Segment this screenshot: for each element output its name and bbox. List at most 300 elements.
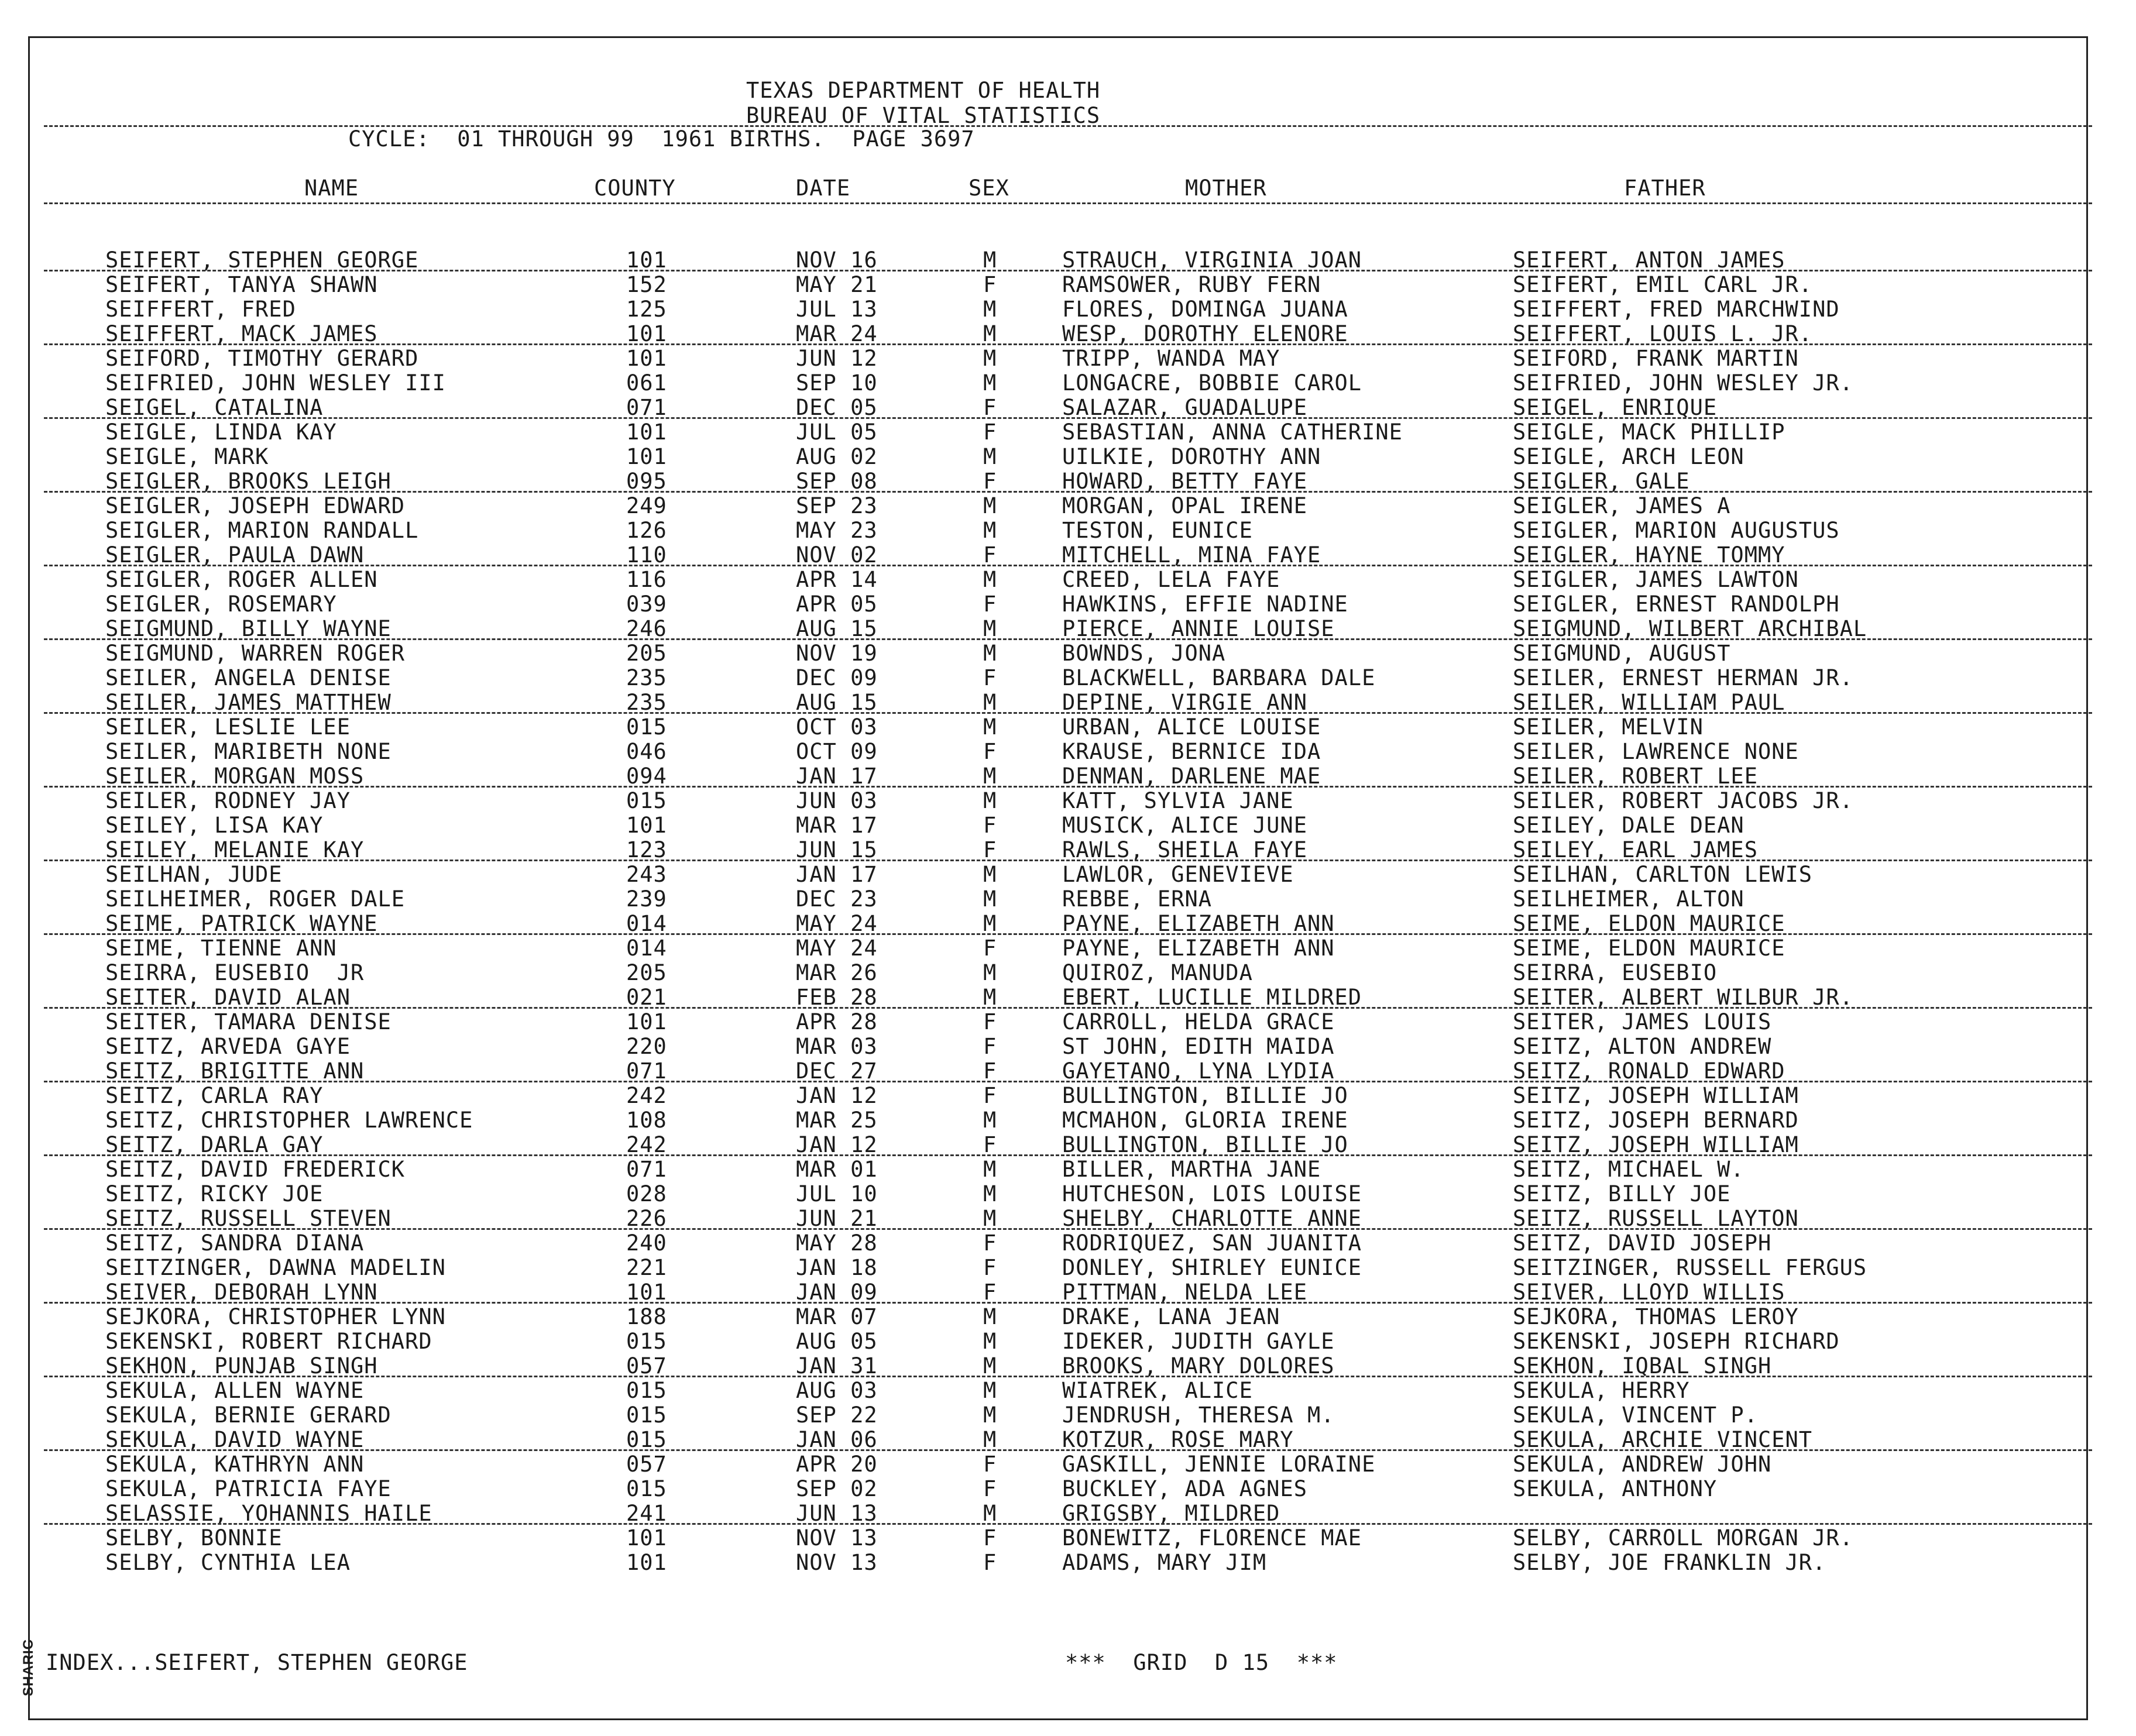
record-sex: M (983, 1378, 997, 1403)
record-date: MAY 21 (796, 272, 878, 297)
record-county: 249 (626, 493, 667, 518)
record-sex: M (983, 690, 997, 715)
record-name: SEJKORA, CHRISTOPHER LYNN (105, 1304, 446, 1329)
record-mother: REBBE, ERNA (1062, 886, 1213, 912)
record-sex: M (983, 886, 997, 912)
record-date: JAN 17 (796, 764, 878, 789)
record-father: SEIFRIED, JOHN WESLEY JR. (1513, 370, 1853, 396)
record-row (0, 494, 2136, 518)
record-sex: M (983, 1206, 997, 1231)
record-father: SEIFFERT, FRED MARCHWIND (1513, 297, 1840, 322)
record-father: SEITER, ALBERT WILBUR JR. (1513, 985, 1853, 1010)
record-mother: DONLEY, SHIRLEY EUNICE (1062, 1255, 1362, 1280)
record-county: 015 (626, 1476, 667, 1501)
record-father: SEILEY, EARL JAMES (1513, 837, 1758, 862)
row-rule (44, 1523, 2092, 1525)
record-sex: M (983, 714, 997, 740)
record-name: SEIGEL, CATALINA (105, 395, 324, 420)
record-date: FEB 28 (796, 985, 878, 1010)
record-mother: SALAZAR, GUADALUPE (1062, 395, 1307, 420)
row-rule (44, 1302, 2092, 1304)
record-mother: CREED, LELA FAYE (1062, 567, 1280, 592)
record-name: SEILHAN, JUDE (105, 862, 283, 887)
record-mother: BULLINGTON, BILLIE JO (1062, 1083, 1348, 1108)
record-name: SEITZ, SANDRA DIANA (105, 1230, 365, 1256)
record-row (0, 1527, 2136, 1550)
record-county: 101 (626, 1525, 667, 1551)
record-name: SEILER, LESLIE LEE (105, 714, 351, 740)
record-date: JAN 09 (796, 1280, 878, 1305)
record-name: SEITZ, ARVEDA GAYE (105, 1034, 351, 1059)
record-father: SEIGLE, ARCH LEON (1513, 444, 1744, 469)
record-mother: STRAUCH, VIRGINIA JOAN (1062, 247, 1362, 273)
record-father: SEIGLER, JAMES A (1513, 493, 1731, 518)
record-date: MAR 24 (796, 321, 878, 346)
record-county: 205 (626, 641, 667, 666)
record-mother: PIERCE, ANNIE LOUISE (1062, 616, 1335, 641)
record-father: SEITZ, RONALD EDWARD (1513, 1058, 1785, 1084)
record-row (0, 1010, 2136, 1034)
record-father: SEJKORA, THOMAS LEROY (1513, 1304, 1799, 1329)
record-date: APR 14 (796, 567, 878, 592)
record-sex: M (983, 1304, 997, 1329)
record-name: SELASSIE, YOHANNIS HAILE (105, 1501, 432, 1526)
record-county: 221 (626, 1255, 667, 1280)
record-row (0, 617, 2136, 641)
record-father: SEKULA, ANTHONY (1513, 1476, 1718, 1501)
record-county: 101 (626, 346, 667, 371)
record-county: 101 (626, 444, 667, 469)
record-sex: M (983, 1501, 997, 1526)
record-sex: M (983, 641, 997, 666)
record-county: 028 (626, 1181, 667, 1206)
record-mother: FLORES, DOMINGA JUANA (1062, 297, 1348, 322)
record-date: AUG 15 (796, 690, 878, 715)
record-row (0, 1355, 2136, 1378)
record-county: 039 (626, 592, 667, 617)
record-county: 242 (626, 1132, 667, 1157)
record-row (0, 273, 2136, 297)
record-name: SEIGLE, LINDA KAY (105, 420, 337, 445)
record-father: SEITZ, BILLY JOE (1513, 1181, 1731, 1206)
record-sex: M (983, 764, 997, 789)
record-mother: HOWARD, BETTY FAYE (1062, 469, 1307, 494)
record-name: SEIGMUND, BILLY WAYNE (105, 616, 392, 641)
record-date: JUN 03 (796, 788, 878, 813)
record-row (0, 322, 2136, 346)
row-rule (44, 1228, 2092, 1230)
record-mother: MITCHELL, MINA FAYE (1062, 542, 1321, 568)
row-rule (44, 786, 2092, 788)
record-sex: F (983, 592, 997, 617)
record-row (0, 1084, 2136, 1108)
record-date: DEC 09 (796, 665, 878, 690)
record-mother: HAWKINS, EFFIE NADINE (1062, 592, 1348, 617)
record-county: 188 (626, 1304, 667, 1329)
record-county: 116 (626, 567, 667, 592)
record-father: SEKULA, ANDREW JOHN (1513, 1452, 1772, 1477)
record-county: 243 (626, 862, 667, 887)
record-sex: F (983, 395, 997, 420)
record-date: JUN 21 (796, 1206, 878, 1231)
row-rule (44, 1081, 2092, 1082)
record-sex: M (983, 1329, 997, 1354)
record-date: MAR 03 (796, 1034, 878, 1059)
record-row (0, 642, 2136, 665)
record-county: 239 (626, 886, 667, 912)
record-county: 226 (626, 1206, 667, 1231)
record-father: SEIFERT, ANTON JAMES (1513, 247, 1785, 273)
record-sex: F (983, 936, 997, 961)
record-name: SEIGLER, JOSEPH EDWARD (105, 493, 406, 518)
record-county: 015 (626, 1378, 667, 1403)
record-mother: KOTZUR, ROSE MARY (1062, 1427, 1294, 1452)
record-county: 152 (626, 272, 667, 297)
record-name: SEIGLER, PAULA DAWN (105, 542, 365, 568)
record-father: SEITZ, ALTON ANDREW (1513, 1034, 1772, 1059)
record-father: SEIGLER, GALE (1513, 469, 1690, 494)
record-name: SEITZ, DAVID FREDERICK (105, 1157, 406, 1182)
record-sex: M (983, 1353, 997, 1379)
record-mother: DRAKE, LANA JEAN (1062, 1304, 1280, 1329)
record-row (0, 937, 2136, 960)
record-county: 015 (626, 788, 667, 813)
record-row (0, 814, 2136, 837)
record-father: SEIVER, LLOYD WILLIS (1513, 1280, 1785, 1305)
record-row (0, 961, 2136, 985)
record-name: SEKENSKI, ROBERT RICHARD (105, 1329, 432, 1354)
record-mother: BONEWITZ, FLORENCE MAE (1062, 1525, 1362, 1551)
record-county: 057 (626, 1353, 667, 1379)
record-mother: ST JOHN, EDITH MAIDA (1062, 1034, 1335, 1059)
record-county: 246 (626, 616, 667, 641)
record-date: SEP 02 (796, 1476, 878, 1501)
record-county: 015 (626, 1402, 667, 1428)
record-county: 021 (626, 985, 667, 1010)
row-rule (44, 417, 2092, 419)
record-county: 101 (626, 420, 667, 445)
record-county: 126 (626, 518, 667, 543)
record-name: SEITZ, RICKY JOE (105, 1181, 324, 1206)
record-father: SEITZ, JOSEPH WILLIAM (1513, 1132, 1799, 1157)
row-rule (44, 1007, 2092, 1009)
record-name: SEIFFERT, MACK JAMES (105, 321, 378, 346)
record-date: APR 05 (796, 592, 878, 617)
record-name: SEILEY, MELANIE KAY (105, 837, 365, 862)
record-name: SEILER, RODNEY JAY (105, 788, 351, 813)
record-sex: M (983, 1108, 997, 1133)
record-date: AUG 05 (796, 1329, 878, 1354)
record-sex: F (983, 1550, 997, 1575)
record-mother: BOWNDS, JONA (1062, 641, 1226, 666)
record-county: 110 (626, 542, 667, 568)
record-mother: GAYETANO, LYNA LYDIA (1062, 1058, 1335, 1084)
record-row (0, 568, 2136, 592)
record-father: SEILER, MELVIN (1513, 714, 1704, 740)
record-name: SEIFERT, TANYA SHAWN (105, 272, 378, 297)
record-sex: F (983, 665, 997, 690)
record-sex: M (983, 567, 997, 592)
row-rule (44, 1154, 2092, 1156)
record-date: DEC 27 (796, 1058, 878, 1084)
record-mother: CARROLL, HELDA GRACE (1062, 1009, 1335, 1034)
record-sex: M (983, 788, 997, 813)
row-rule (44, 638, 2092, 640)
record-father: SEKHON, IQBAL SINGH (1513, 1353, 1772, 1379)
record-sex: M (983, 1157, 997, 1182)
record-name: SEITZ, DARLA GAY (105, 1132, 324, 1157)
record-name: SEIFFERT, FRED (105, 297, 296, 322)
record-county: 242 (626, 1083, 667, 1108)
record-mother: BILLER, MARTHA JANE (1062, 1157, 1321, 1182)
record-row (0, 445, 2136, 469)
record-sex: F (983, 272, 997, 297)
record-father: SEIME, ELDON MAURICE (1513, 936, 1785, 961)
record-father: SEITZ, MICHAEL W. (1513, 1157, 1744, 1182)
record-sex: M (983, 493, 997, 518)
record-father: SEIME, ELDON MAURICE (1513, 911, 1785, 936)
record-mother: EBERT, LUCILLE MILDRED (1062, 985, 1362, 1010)
column-header-date: DATE (796, 176, 851, 201)
record-date: APR 20 (796, 1452, 878, 1477)
record-county: 220 (626, 1034, 667, 1059)
record-sex: M (983, 1427, 997, 1452)
record-row (0, 1060, 2136, 1083)
record-county: 094 (626, 764, 667, 789)
record-date: DEC 23 (796, 886, 878, 912)
record-father: SEIGEL, ENRIQUE (1513, 395, 1718, 420)
record-mother: IDEKER, JUDITH GAYLE (1062, 1329, 1335, 1354)
record-father: SEIGMUND, AUGUST (1513, 641, 1731, 666)
record-father: SELBY, CARROLL MORGAN JR. (1513, 1525, 1853, 1551)
record-row (0, 765, 2136, 788)
record-name: SEKULA, BERNIE GERARD (105, 1402, 392, 1428)
record-date: SEP 10 (796, 370, 878, 396)
record-mother: PITTMAN, NELDA LEE (1062, 1280, 1307, 1305)
record-father: SEILER, LAWRENCE NONE (1513, 739, 1799, 764)
record-date: MAR 25 (796, 1108, 878, 1133)
record-county: 240 (626, 1230, 667, 1256)
record-mother: UILKIE, DOROTHY ANN (1062, 444, 1321, 469)
record-date: JAN 18 (796, 1255, 878, 1280)
record-name: SEILER, MARIBETH NONE (105, 739, 392, 764)
record-name: SEIGLER, ROGER ALLEN (105, 567, 378, 592)
record-name: SEIGMUND, WARREN ROGER (105, 641, 406, 666)
record-county: 014 (626, 911, 667, 936)
header-cycle: CYCLE: 01 THROUGH 99 1961 BIRTHS. PAGE 3697 (348, 126, 975, 152)
record-name: SEIFERT, STEPHEN GEORGE (105, 247, 419, 273)
record-row (0, 544, 2136, 567)
record-sex: F (983, 1476, 997, 1501)
record-sex: F (983, 813, 997, 838)
record-row (0, 888, 2136, 911)
record-row (0, 347, 2136, 370)
record-date: AUG 03 (796, 1378, 878, 1403)
record-father: SEIFORD, FRANK MARTIN (1513, 346, 1799, 371)
record-row (0, 789, 2136, 813)
record-name: SEITZ, BRIGITTE ANN (105, 1058, 365, 1084)
record-sex: M (983, 1181, 997, 1206)
record-sex: M (983, 297, 997, 322)
record-father: SEILER, WILLIAM PAUL (1513, 690, 1785, 715)
record-mother: BLACKWELL, BARBARA DALE (1062, 665, 1376, 690)
record-father: SEKULA, VINCENT P. (1513, 1402, 1758, 1428)
record-father: SEIGLER, MARION AUGUSTUS (1513, 518, 1840, 543)
record-row (0, 421, 2136, 444)
record-row (0, 666, 2136, 690)
record-date: AUG 15 (796, 616, 878, 641)
record-date: MAY 24 (796, 936, 878, 961)
record-mother: SHELBY, CHARLOTTE ANNE (1062, 1206, 1362, 1231)
record-date: JUN 15 (796, 837, 878, 862)
record-row (0, 912, 2136, 936)
record-row (0, 1404, 2136, 1427)
record-date: SEP 22 (796, 1402, 878, 1428)
record-mother: RAWLS, SHEILA FAYE (1062, 837, 1307, 862)
record-sex: M (983, 370, 997, 396)
record-county: 205 (626, 960, 667, 985)
record-date: JAN 17 (796, 862, 878, 887)
record-name: SEIFRIED, JOHN WESLEY III (105, 370, 446, 396)
record-father: SEITZ, RUSSELL LAYTON (1513, 1206, 1799, 1231)
record-sex: F (983, 739, 997, 764)
record-date: MAY 24 (796, 911, 878, 936)
record-county: 046 (626, 739, 667, 764)
record-row (0, 716, 2136, 739)
record-name: SEILEY, LISA KAY (105, 813, 324, 838)
record-father: SEILHAN, CARLTON LEWIS (1513, 862, 1813, 887)
record-father: SEITER, JAMES LOUIS (1513, 1009, 1772, 1034)
column-header-father: FATHER (1624, 176, 1706, 201)
record-father: SEITZ, JOSEPH WILLIAM (1513, 1083, 1799, 1108)
record-name: SEKHON, PUNJAB SINGH (105, 1353, 378, 1379)
record-date: JUN 13 (796, 1501, 878, 1526)
record-sex: M (983, 1402, 997, 1428)
record-date: MAY 28 (796, 1230, 878, 1256)
record-row (0, 1379, 2136, 1402)
record-mother: BUCKLEY, ADA AGNES (1062, 1476, 1307, 1501)
record-date: JUL 05 (796, 420, 878, 445)
record-county: 095 (626, 469, 667, 494)
record-name: SEIFORD, TIMOTHY GERARD (105, 346, 419, 371)
record-row (0, 396, 2136, 420)
record-county: 015 (626, 1427, 667, 1452)
row-rule (44, 1449, 2092, 1451)
record-mother: MORGAN, OPAL IRENE (1062, 493, 1307, 518)
column-header-mother: MOTHER (1185, 176, 1267, 201)
record-date: MAR 07 (796, 1304, 878, 1329)
record-mother: GASKILL, JENNIE LORAINE (1062, 1452, 1376, 1477)
record-name: SEKULA, KATHRYN ANN (105, 1452, 365, 1477)
record-sex: F (983, 1255, 997, 1280)
record-mother: WIATREK, ALICE (1062, 1378, 1253, 1403)
record-mother: KATT, SYLVIA JANE (1062, 788, 1294, 813)
record-row (0, 1133, 2136, 1157)
record-name: SEKULA, ALLEN WAYNE (105, 1378, 365, 1403)
record-mother: BULLINGTON, BILLIE JO (1062, 1132, 1348, 1157)
record-county: 071 (626, 395, 667, 420)
record-date: OCT 09 (796, 739, 878, 764)
record-father: SEILEY, DALE DEAN (1513, 813, 1744, 838)
record-name: SEIGLER, BROOKS LEIGH (105, 469, 392, 494)
record-row (0, 1453, 2136, 1476)
record-row (0, 740, 2136, 764)
record-row (0, 1502, 2136, 1525)
record-father: SEILER, ROBERT LEE (1513, 764, 1758, 789)
record-row (0, 986, 2136, 1009)
record-father: SEIFERT, EMIL CARL JR. (1513, 272, 1813, 297)
header-bureau: BUREAU OF VITAL STATISTICS (746, 103, 1101, 128)
record-county: 015 (626, 1329, 667, 1354)
record-county: 101 (626, 813, 667, 838)
record-county: 125 (626, 297, 667, 322)
record-name: SEIME, PATRICK WAYNE (105, 911, 378, 936)
record-father: SEIGLER, HAYNE TOMMY (1513, 542, 1785, 568)
record-sex: F (983, 542, 997, 568)
record-county: 101 (626, 321, 667, 346)
record-mother: KRAUSE, BERNICE IDA (1062, 739, 1321, 764)
record-father: SEITZINGER, RUSSELL FERGUS (1513, 1255, 1867, 1280)
record-row (0, 1182, 2136, 1206)
record-row (0, 1109, 2136, 1132)
record-sex: F (983, 1525, 997, 1551)
row-rule (44, 860, 2092, 861)
record-sex: F (983, 1034, 997, 1059)
record-date: NOV 02 (796, 542, 878, 568)
record-row (0, 691, 2136, 714)
record-row (0, 298, 2136, 321)
record-mother: BROOKS, MARY DOLORES (1062, 1353, 1335, 1379)
record-mother: TESTON, EUNICE (1062, 518, 1253, 543)
record-county: 061 (626, 370, 667, 396)
record-sex: M (983, 247, 997, 273)
footer-grid: *** GRID D 15 *** (1065, 1650, 1338, 1675)
record-row (0, 470, 2136, 493)
record-county: 071 (626, 1058, 667, 1084)
record-mother: TRIPP, WANDA MAY (1062, 346, 1280, 371)
record-row (0, 863, 2136, 886)
record-father: SEILHEIMER, ALTON (1513, 886, 1744, 912)
record-mother: JENDRUSH, THERESA M. (1062, 1402, 1335, 1428)
record-date: NOV 13 (796, 1550, 878, 1575)
record-date: JAN 12 (796, 1083, 878, 1108)
record-county: 015 (626, 714, 667, 740)
record-name: SEIME, TIENNE ANN (105, 936, 337, 961)
record-date: JUL 10 (796, 1181, 878, 1206)
header-agency: TEXAS DEPARTMENT OF HEALTH (746, 78, 1101, 103)
record-row (0, 1477, 2136, 1501)
record-name: SEIRRA, EUSEBIO JR (105, 960, 365, 985)
record-mother: WESP, DOROTHY ELENORE (1062, 321, 1348, 346)
record-row (0, 1551, 2136, 1575)
record-mother: ADAMS, MARY JIM (1062, 1550, 1267, 1575)
record-date: JAN 12 (796, 1132, 878, 1157)
record-row (0, 1035, 2136, 1058)
record-date: NOV 13 (796, 1525, 878, 1551)
record-date: AUG 02 (796, 444, 878, 469)
record-mother: LONGACRE, BOBBIE CAROL (1062, 370, 1362, 396)
record-mother: PAYNE, ELIZABETH ANN (1062, 911, 1335, 936)
record-date: MAR 17 (796, 813, 878, 838)
record-name: SEITER, DAVID ALAN (105, 985, 351, 1010)
record-name: SEITZ, CHRISTOPHER LAWRENCE (105, 1108, 473, 1133)
column-header-name: NAME (304, 176, 359, 201)
record-sex: M (983, 862, 997, 887)
record-father: SEIGLE, MACK PHILLIP (1513, 420, 1785, 445)
record-father: SEIGMUND, WILBERT ARCHIBAL (1513, 616, 1867, 641)
record-row (0, 249, 2136, 272)
record-mother: DENMAN, DARLENE MAE (1062, 764, 1321, 789)
